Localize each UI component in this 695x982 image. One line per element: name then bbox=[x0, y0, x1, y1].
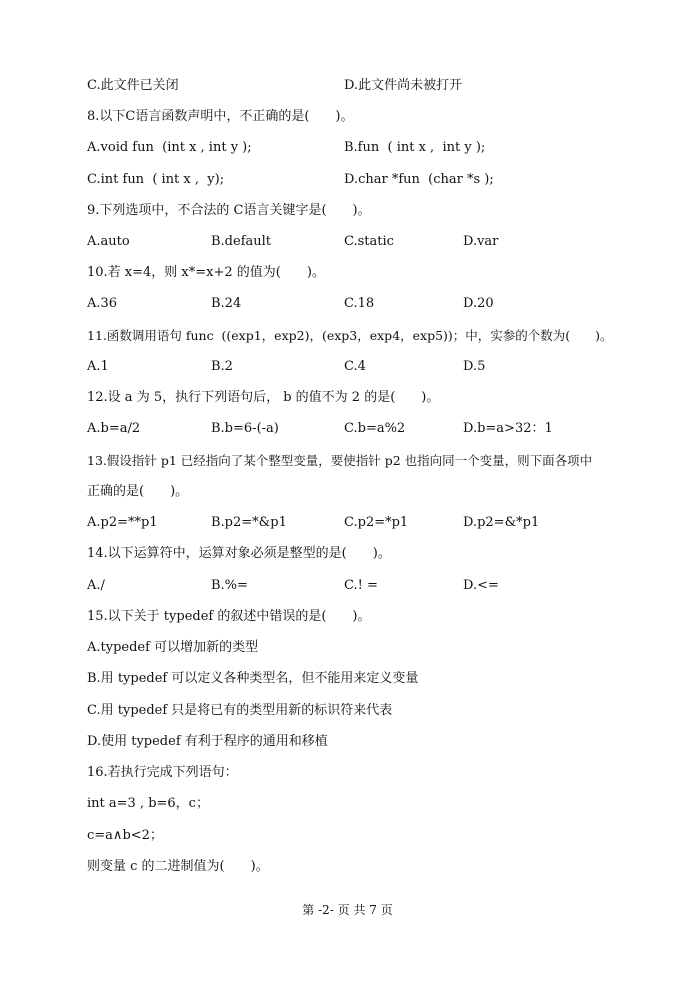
q8-option-b: B.fun ( int x , int y ); bbox=[344, 140, 486, 155]
q8-options-row2 bbox=[87, 169, 494, 191]
q9-option-d: D.var bbox=[463, 234, 499, 249]
q13-options-row bbox=[87, 512, 540, 534]
q11-option-d: D.5 bbox=[463, 359, 486, 374]
q14-option-a: A./ bbox=[87, 578, 105, 593]
q7-option-c: C.此文件已关闭 bbox=[87, 78, 179, 93]
q16-stem: 16.若执行完成下列语句： bbox=[87, 765, 238, 780]
q8-option-a: A.void fun (int x , int y ); bbox=[87, 140, 252, 155]
q10-stem: 10.若 x=4，则 x*=x+2 的值为( )。 bbox=[87, 265, 325, 280]
q10-option-c: C.18 bbox=[344, 296, 375, 311]
q10-option-b: B.24 bbox=[211, 296, 242, 311]
q9-options-row bbox=[87, 231, 499, 253]
q8-option-c: C.int fun ( int x , y); bbox=[87, 172, 225, 187]
q12-stem: 12.设 a 为 5，执行下列语句后， b 的值不为 2 的是( )。 bbox=[87, 390, 440, 405]
q15-option-b: B.用 typedef 可以定义各种类型名，但不能用来定义变量 bbox=[87, 671, 419, 686]
q12-option-d: D.b=a>32：1 bbox=[463, 421, 553, 436]
q10-option-a: A.36 bbox=[87, 296, 118, 311]
q12-option-c: C.b=a%2 bbox=[344, 421, 406, 436]
q11-option-a: A.1 bbox=[87, 359, 109, 374]
q9-option-b: B.default bbox=[211, 234, 272, 249]
q13-option-b: B.p2=*&p1 bbox=[211, 515, 287, 530]
q9-option-c: C.static bbox=[344, 234, 394, 249]
q13-stem-line1: 13.假设指针 p1 已经指向了某个整型变量，要使指针 p2 也指向同一个变量，则下面各项中 bbox=[87, 453, 593, 468]
q8-options-row1 bbox=[87, 137, 486, 159]
q13-option-a: A.p2=**p1 bbox=[87, 515, 158, 530]
q15-option-d: D.使用 typedef 有利于程序的通用和移植 bbox=[87, 734, 328, 749]
q15-option-c: C.用 typedef 只是将已有的类型用新的标识符来代表 bbox=[87, 703, 393, 718]
q12-options-row bbox=[87, 418, 553, 440]
q11-stem: 11.函数调用语句 func ((exp1，exp2)，(exp3，exp4，exp5))；中，实参的个数为( )。 bbox=[87, 328, 613, 343]
q13-option-c: C.p2=*p1 bbox=[344, 515, 409, 530]
q10-option-d: D.20 bbox=[463, 296, 494, 311]
page-number-footer: 第 -2- 页 共 7 页 bbox=[302, 903, 393, 917]
q9-option-a: A.auto bbox=[87, 234, 130, 249]
q14-stem: 14.以下运算符中，运算对象必须是整型的是( )。 bbox=[87, 546, 391, 561]
q14-option-d: D.<= bbox=[463, 578, 499, 593]
q10-options-row bbox=[87, 293, 494, 315]
q13-stem-line2: 正确的是( )。 bbox=[87, 484, 189, 499]
q11-option-b: B.2 bbox=[211, 359, 233, 374]
q13-option-d: D.p2=&*p1 bbox=[463, 515, 540, 530]
q11-options-row bbox=[87, 356, 486, 378]
q9-stem: 9.下列选项中，不合法的 C语言关键字是( )。 bbox=[87, 203, 371, 218]
q14-options-row bbox=[87, 575, 499, 597]
q11-option-c: C.4 bbox=[344, 359, 366, 374]
q12-option-b: B.b=6-(-a) bbox=[211, 421, 279, 436]
q16-question: 则变量 c 的二进制值为( )。 bbox=[87, 859, 269, 874]
q15-option-a: A.typedef 可以增加新的类型 bbox=[87, 640, 259, 655]
q7-options-row bbox=[87, 75, 463, 97]
q8-stem: 8.以下C语言函数声明中，不正确的是( )。 bbox=[87, 109, 354, 124]
q15-stem: 15.以下关于 typedef 的叙述中错误的是( )。 bbox=[87, 609, 371, 624]
q16-code-line2: c=a∧b<2； bbox=[87, 828, 163, 843]
q12-option-a: A.b=a/2 bbox=[87, 421, 141, 436]
q14-option-c: C.! = bbox=[344, 578, 378, 593]
q7-option-d: D.此文件尚未被打开 bbox=[344, 78, 463, 93]
q16-code-line1: int a=3 , b=6，c； bbox=[87, 796, 209, 811]
q14-option-b: B.%= bbox=[211, 578, 248, 593]
q8-option-d: D.char *fun (char *s ); bbox=[344, 172, 494, 187]
